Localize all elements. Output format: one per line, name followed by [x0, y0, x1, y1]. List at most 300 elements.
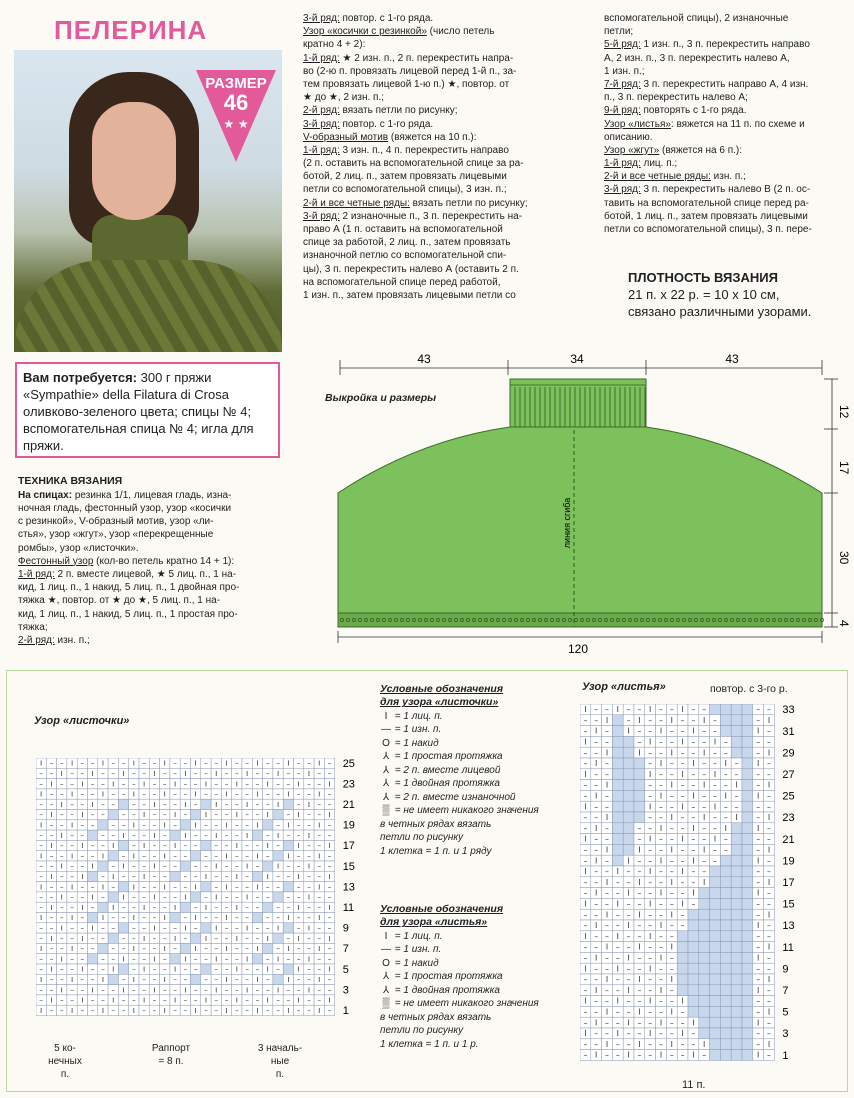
chart-stitch: I — [297, 810, 300, 820]
chart-stitch: – — [183, 758, 188, 768]
chart-stitch: – — [214, 810, 219, 820]
chart-stitch: – — [276, 872, 280, 882]
chart-stitch: – — [59, 789, 64, 799]
chart-stitch: – — [265, 975, 270, 985]
chart-stitch: – — [234, 985, 239, 995]
chart-stitch: – — [317, 872, 322, 882]
chart-stitch: – — [680, 877, 685, 887]
chart-stitch: I — [153, 799, 156, 809]
chart-stitch: I — [143, 810, 146, 820]
chart-stitch: – — [234, 769, 239, 779]
chart-stitch: – — [101, 769, 105, 779]
chart-stitch: – — [286, 810, 291, 820]
chart-stitch: I — [235, 933, 238, 943]
chart-stitch: – — [131, 954, 136, 964]
chart-stitch: – — [691, 1039, 696, 1049]
chart-stitch: I — [670, 715, 673, 725]
chart-cell — [201, 923, 211, 933]
chart-stitch: I — [307, 830, 311, 840]
chart-stitch: – — [669, 921, 674, 931]
chart-cell — [273, 892, 283, 902]
chart-stitch: – — [583, 813, 588, 823]
chart-stitch: – — [626, 931, 631, 941]
chart-row-number: 11 — [342, 901, 355, 914]
chart-stitch: – — [224, 923, 229, 933]
col3-line: вспомогательной спицы), 2 изнаночные — [604, 13, 789, 24]
chart-cell — [623, 769, 634, 780]
chart-stitch: I — [681, 899, 684, 909]
chart-stitch: I — [246, 985, 249, 995]
chart-stitch: I — [266, 872, 269, 882]
chart-row-number: 33 — [782, 704, 795, 717]
legend-item: ⅄ = 1 двойная протяжка — [380, 984, 580, 998]
chart-stitch: – — [173, 882, 177, 892]
technique-line: На спицах: резинка 1/1, лицевая гладь, изна- — [18, 489, 232, 501]
chart-stitch: – — [204, 769, 208, 779]
chart-row-number: 19 — [782, 855, 795, 868]
chart-stitch: – — [680, 813, 685, 823]
chart1-label-mid: Раппорт = 8 п. — [151, 1043, 191, 1067]
chart-cell — [720, 1039, 731, 1050]
chart-cell — [699, 1006, 710, 1017]
body-shape — [338, 427, 822, 615]
chart-stitch: – — [583, 759, 588, 769]
chart-row-number: 31 — [782, 725, 795, 738]
chart-stitch: – — [101, 830, 105, 840]
chart-stitch: – — [152, 851, 157, 861]
chart-stitch: – — [234, 954, 239, 964]
chart-stitch: – — [80, 851, 85, 861]
chart-stitch: I — [638, 942, 641, 952]
chart-stitch: I — [132, 944, 135, 954]
chart-stitch: – — [152, 779, 157, 789]
chart-stitch: I — [256, 1005, 259, 1015]
chart-stitch: – — [152, 1005, 157, 1015]
chart-cell — [731, 736, 742, 747]
chart-cell — [108, 933, 118, 943]
chart-stitch: – — [121, 902, 126, 912]
chart-stitch: I — [681, 705, 684, 715]
chart-stitch: I — [735, 780, 738, 790]
chart-stitch: – — [224, 861, 229, 871]
chart-stitch: I — [235, 810, 238, 820]
chart-stitch: – — [255, 779, 260, 789]
chart-cell — [699, 920, 710, 931]
chart-stitch: – — [702, 834, 707, 844]
chart-cell — [731, 996, 742, 1007]
chart-stitch: – — [594, 877, 599, 887]
chart-stitch: – — [680, 1018, 685, 1028]
chart-cell — [742, 758, 753, 769]
chart-stitch: I — [194, 758, 197, 768]
chart-cell — [634, 812, 645, 823]
chart-stitch: – — [659, 1029, 663, 1039]
chart-stitch: – — [265, 799, 270, 809]
chart-stitch: – — [49, 985, 54, 995]
chart-stitch: – — [691, 813, 696, 823]
chart-stitch: I — [235, 995, 238, 1005]
chart-cell — [731, 877, 742, 888]
chart-stitch: – — [224, 810, 229, 820]
chart-stitch: – — [327, 769, 332, 779]
chart-row-number: 21 — [782, 833, 795, 846]
size-stars: ★ ★ — [223, 117, 249, 131]
chart-stitch: – — [691, 867, 696, 877]
legend-item: — = 1 изн. п. — [381, 944, 442, 956]
chart-stitch: – — [80, 882, 85, 892]
chart-stitch: I — [767, 942, 771, 952]
chart-stitch: – — [111, 799, 116, 809]
chart-cell — [720, 898, 731, 909]
chart-stitch: – — [204, 789, 208, 799]
chart-stitch: I — [627, 1018, 630, 1028]
chart-stitch: – — [713, 715, 717, 725]
chart-stitch: – — [234, 789, 239, 799]
chart-stitch: – — [702, 823, 707, 833]
chart-stitch: – — [245, 933, 250, 943]
chart-stitch: – — [90, 995, 95, 1005]
chart-stitch: – — [265, 892, 270, 902]
text-column-2 — [303, 12, 571, 302]
chart-stitch: I — [204, 810, 208, 820]
chart-stitch: I — [184, 799, 187, 809]
chart-stitch: – — [152, 975, 157, 985]
chart-stitch: I — [595, 953, 598, 963]
chart-stitch: I — [287, 975, 290, 985]
chart-stitch: – — [605, 726, 609, 736]
chart-stitch: – — [605, 791, 609, 801]
chart-stitch: – — [637, 737, 642, 747]
chart-stitch: – — [204, 892, 208, 902]
legend-symbol-icon: ⅄ — [382, 984, 390, 996]
chart-stitch: I — [318, 789, 321, 799]
chart-cell — [710, 931, 721, 942]
chart-stitch: – — [327, 1005, 332, 1015]
chart-stitch: I — [235, 841, 238, 851]
chart-cell — [283, 964, 293, 974]
chart-stitch: – — [713, 726, 717, 736]
chart-stitch: – — [245, 872, 250, 882]
chart-cell — [710, 1028, 721, 1039]
chart-stitch: I — [60, 830, 63, 840]
chart-stitch: – — [626, 1029, 631, 1039]
chart-stitch: – — [276, 758, 280, 768]
technique-section — [18, 475, 288, 647]
chart-cell — [742, 1039, 753, 1050]
chart-stitch: I — [81, 995, 84, 1005]
chart-stitch: – — [296, 861, 301, 871]
chart-stitch: – — [327, 851, 332, 861]
chart-stitch: – — [70, 923, 74, 933]
chart-stitch: – — [142, 789, 147, 799]
chart-cell — [731, 855, 742, 866]
chart-stitch: – — [101, 985, 105, 995]
chart-stitch: I — [153, 830, 156, 840]
chart-stitch: – — [702, 1050, 707, 1060]
chart-cell — [742, 931, 753, 942]
chart-cell — [677, 952, 688, 963]
chart-stitch: I — [724, 791, 727, 801]
chart-stitch: – — [648, 942, 653, 952]
chart-stitch: – — [702, 856, 707, 866]
chart-stitch: – — [193, 841, 198, 851]
chart-stitch: – — [39, 830, 44, 840]
chart-stitch: I — [50, 841, 53, 851]
chart-stitch: – — [121, 820, 126, 830]
chart-stitch: – — [615, 921, 620, 931]
chart-stitch: I — [584, 1029, 587, 1039]
chart-stitch: – — [286, 830, 291, 840]
technique-line: кид, 1 лиц. п., 1 накид, 5 лиц. п., 1 двойная про- — [18, 582, 240, 594]
chart-stitch: – — [680, 888, 685, 898]
chart-stitch: I — [287, 820, 290, 830]
chart-stitch: – — [111, 1005, 116, 1015]
chart-stitch: – — [583, 942, 588, 952]
technique-line: Фестонный узор (кол-во петель кратно 14 + 1): — [18, 555, 235, 567]
chart-stitch: – — [59, 902, 64, 912]
chart-stitch: – — [193, 954, 198, 964]
chart-cell — [720, 877, 731, 888]
chart-stitch: – — [162, 954, 167, 964]
chart-stitch: – — [121, 1005, 126, 1015]
chart-stitch: – — [659, 899, 663, 909]
chart-stitch: – — [648, 1050, 653, 1060]
chart-stitch: – — [214, 1005, 219, 1015]
chart-cell — [263, 861, 273, 871]
col2-line: цы), 3 п. перекрестить налево А (оставить 2 п. — [303, 263, 519, 275]
chart-stitch: I — [659, 759, 663, 769]
chart-cell — [88, 913, 98, 923]
chart-stitch: – — [70, 902, 74, 912]
chart-stitch: – — [111, 758, 116, 768]
chart-stitch: – — [111, 820, 116, 830]
chart1 — [36, 758, 374, 1084]
chart-stitch: I — [101, 882, 105, 892]
chart-stitch: I — [307, 861, 311, 871]
chart-cell — [742, 866, 753, 877]
chart-stitch: – — [59, 995, 64, 1005]
chart-cell — [677, 942, 688, 953]
chart-stitch: I — [287, 789, 290, 799]
chart-stitch: – — [583, 877, 588, 887]
chart-stitch: I — [616, 996, 619, 1006]
chart-stitch: – — [605, 931, 609, 941]
chart-stitch: – — [90, 851, 95, 861]
chart-stitch: I — [163, 944, 166, 954]
chart-stitch: – — [702, 802, 707, 812]
chart2-bottom-label: 11 п. — [682, 1079, 706, 1091]
chart-stitch: – — [234, 944, 239, 954]
chart-cell — [191, 810, 201, 820]
chart-cell — [710, 866, 721, 877]
chart-stitch: I — [91, 892, 94, 902]
chart-stitch: – — [193, 985, 198, 995]
chart-stitch: – — [286, 985, 291, 995]
chart-stitch: – — [255, 810, 260, 820]
chart-stitch: – — [296, 799, 301, 809]
chart-cell — [731, 726, 742, 737]
chart-stitch: – — [183, 1005, 188, 1015]
chart-stitch: – — [80, 975, 85, 985]
chart-stitch: – — [162, 861, 167, 871]
chart-stitch: I — [184, 892, 187, 902]
chart-stitch: – — [659, 780, 663, 790]
col2-line: 2-й и все четные ряды: вязать петли по рисунку; — [303, 197, 528, 209]
chart-stitch: I — [235, 902, 238, 912]
chart-row-number: 5 — [342, 963, 349, 976]
chart-stitch: – — [131, 779, 136, 789]
chart-stitch: – — [615, 910, 620, 920]
chart-cell — [273, 851, 283, 861]
chart-stitch: – — [152, 995, 157, 1005]
chart-stitch: I — [595, 985, 598, 995]
chart-stitch: I — [767, 877, 771, 887]
chart-stitch: – — [39, 933, 44, 943]
chart-cell — [742, 1006, 753, 1017]
chart-stitch: – — [152, 882, 157, 892]
chart-stitch: – — [59, 851, 64, 861]
chart-stitch: I — [132, 882, 135, 892]
chart-stitch: I — [122, 861, 125, 871]
chart-stitch: – — [101, 933, 105, 943]
chart-stitch: I — [40, 789, 43, 799]
chart-stitch: – — [70, 995, 74, 1005]
chart-stitch: – — [142, 799, 147, 809]
chart-stitch: I — [256, 882, 259, 892]
chart-cell — [688, 909, 699, 920]
chart-stitch: – — [183, 913, 188, 923]
chart-stitch: – — [756, 780, 761, 790]
chart-stitch: I — [328, 779, 331, 789]
chart-stitch: – — [255, 769, 260, 779]
chart-stitch: – — [49, 758, 54, 768]
chart-stitch: – — [49, 769, 54, 779]
chart-stitch: I — [122, 954, 125, 964]
chart-stitch: I — [225, 820, 228, 830]
chart-stitch: – — [637, 726, 642, 736]
chart-cell — [612, 780, 623, 791]
legend-item: ⅄ = 2 п. вместе изнаночной — [380, 791, 580, 805]
chart-stitch: – — [723, 834, 728, 844]
chart-stitch: – — [626, 877, 631, 887]
chart-stitch: I — [307, 923, 311, 933]
chart-stitch: – — [286, 892, 291, 902]
chart-stitch: – — [39, 769, 44, 779]
chart-cell — [623, 780, 634, 791]
chart-cell — [612, 747, 623, 758]
chart-stitch: – — [49, 954, 54, 964]
chart-stitch: – — [583, 910, 588, 920]
chart-cell — [252, 954, 262, 964]
chart-stitch: – — [214, 758, 219, 768]
chart-stitch: I — [143, 902, 146, 912]
chart-stitch: I — [112, 841, 115, 851]
chart-cell — [688, 996, 699, 1007]
chart-stitch: – — [142, 944, 147, 954]
chart-stitch: – — [691, 1029, 696, 1039]
chart-stitch: – — [90, 1005, 95, 1015]
chart-stitch: I — [767, 1007, 771, 1017]
chart-stitch: – — [214, 913, 219, 923]
chart-stitch: – — [648, 823, 653, 833]
chart-cell — [731, 1028, 742, 1039]
legend1-title1: Условные обозначения — [380, 683, 504, 695]
chart-stitch: I — [256, 851, 259, 861]
chart-cell — [720, 931, 731, 942]
chart-stitch: I — [297, 995, 300, 1005]
chart-stitch: – — [317, 830, 322, 840]
chart-cell — [720, 909, 731, 920]
size-badge — [196, 70, 276, 162]
chart-stitch: I — [225, 851, 228, 861]
chart-stitch: I — [163, 882, 166, 892]
chart-stitch: – — [111, 769, 116, 779]
chart-cell — [634, 758, 645, 769]
chart-stitch: – — [605, 823, 609, 833]
chart-stitch: – — [648, 759, 653, 769]
chart-stitch: – — [307, 964, 311, 974]
chart-stitch: – — [142, 851, 147, 861]
chart-stitch: I — [246, 923, 249, 933]
chart-stitch: – — [296, 789, 301, 799]
chart-stitch: – — [594, 705, 599, 715]
chart-stitch: – — [615, 942, 620, 952]
chart-stitch: – — [317, 954, 322, 964]
legend-item: O = 1 накид — [380, 737, 580, 751]
chart-stitch: – — [204, 944, 208, 954]
chart-cell — [720, 726, 731, 737]
chart-cell — [720, 974, 731, 985]
chart-stitch: – — [327, 923, 332, 933]
chart-stitch: – — [204, 954, 208, 964]
chart-stitch: – — [594, 910, 599, 920]
chart-stitch: – — [131, 799, 136, 809]
legend-item: ⅄ = 1 двойная протяжка — [380, 777, 580, 791]
chart-stitch: – — [756, 1029, 761, 1039]
chart-stitch: – — [204, 820, 208, 830]
chart-stitch: I — [307, 954, 311, 964]
chart-cell — [634, 801, 645, 812]
chart1-label-left: 5 ко- нечных п. — [48, 1043, 82, 1080]
chart-stitch: I — [246, 799, 249, 809]
chart-stitch: – — [111, 882, 116, 892]
chart-stitch: – — [756, 931, 761, 941]
chart-stitch: – — [265, 1005, 270, 1015]
legend-item: I = 1 лиц. п. — [380, 710, 580, 724]
col2-line: ★ до ★, 2 изн. п.; — [303, 92, 385, 104]
chart-stitch: I — [40, 882, 43, 892]
materials-box — [15, 362, 280, 458]
chart-stitch: I — [638, 715, 641, 725]
chart-stitch: – — [691, 769, 696, 779]
col3-line: 9-й ряд: повторять с 1-го ряда. — [604, 105, 747, 117]
chart-stitch: – — [605, 921, 609, 931]
chart-cell — [118, 882, 128, 892]
chart-stitch: I — [605, 942, 609, 952]
chart-stitch: – — [296, 954, 301, 964]
chart-stitch: I — [616, 867, 619, 877]
chart-stitch: – — [680, 1050, 685, 1060]
chart-stitch: – — [756, 867, 761, 877]
chart-stitch: – — [669, 791, 674, 801]
chart-stitch: – — [307, 882, 311, 892]
chart-cell — [623, 834, 634, 845]
chart-stitch: I — [659, 1018, 663, 1028]
chart-stitch: I — [595, 726, 598, 736]
chart-cell — [634, 769, 645, 780]
chart-cell — [273, 974, 283, 984]
chart-stitch: – — [121, 810, 126, 820]
